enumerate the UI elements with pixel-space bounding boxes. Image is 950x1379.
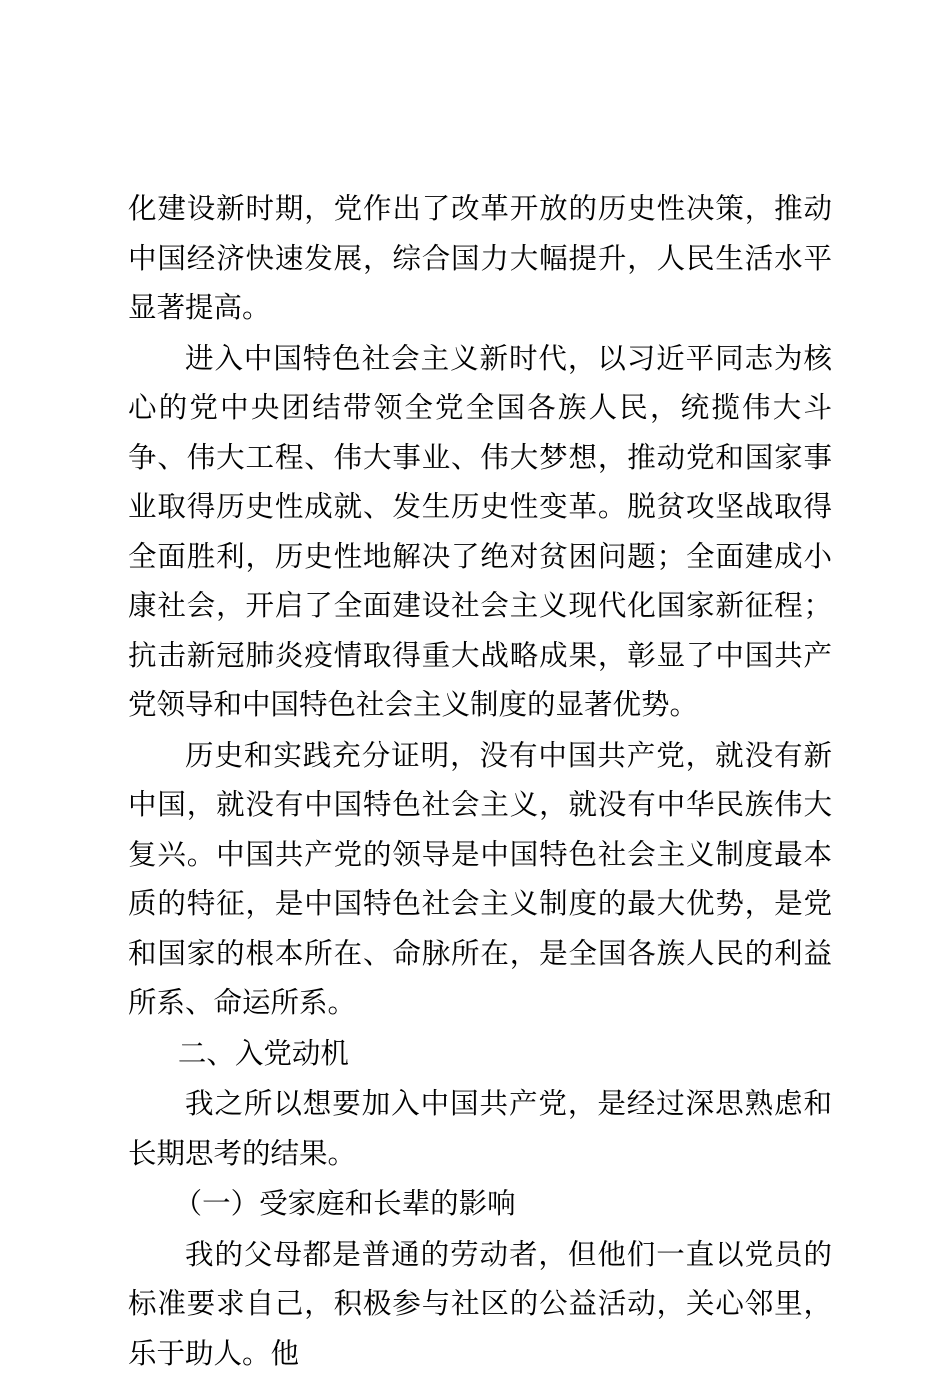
paragraph-continuation: 化建设新时期，党作出了改革开放的历史性决策，推动中国经济快速发展，综合国力大幅提升，人民生活水平显著提高。: [128, 192, 832, 324]
paragraph-new-era: 进入中国特色社会主义新时代，以习近平同志为核心的党中央团结带领全党全国各族人民，统揽伟大斗争、伟大工程、伟大事业、伟大梦想，推动党和国家事业取得历史性成就、发生历史性变革。脱贫攻坚战取得全面胜利，历史性地解决了绝对贫困问题；全面建成小康社会，开启了全面建设社会主义现代化国家新征程；抗击新冠肺炎疫情取得重大战略成果，彰显了中国共产党领导和中国特色社会主义制度的显著优势。: [128, 341, 832, 721]
paragraph-motivation-intro: 我之所以想要加入中国共产党，是经过深思熟虑和长期思考的结果。: [128, 1087, 832, 1170]
section-heading-motivation: 二、入党动机: [177, 1036, 349, 1070]
subsection-heading-family: （一）受家庭和长辈的影响: [173, 1187, 516, 1220]
paragraph-parents: 我的父母都是普通的劳动者，但他们一直以党员的标准要求自己，积极参与社区的公益活动，关心邻里，乐于助人。他: [128, 1237, 832, 1370]
document-page: [128, 184, 832, 1379]
paragraph-history-proof: 历史和实践充分证明，没有中国共产党，就没有新中国，就没有中国特色社会主义，就没有中华民族伟大复兴。中国共产党的领导是中国特色社会主义制度最本质的特征，是中国特色社会主义制度的最大优势，是党和国家的根本所在、命脉所在，是全国各族人民的利益所系、命运所系。: [128, 738, 832, 1019]
